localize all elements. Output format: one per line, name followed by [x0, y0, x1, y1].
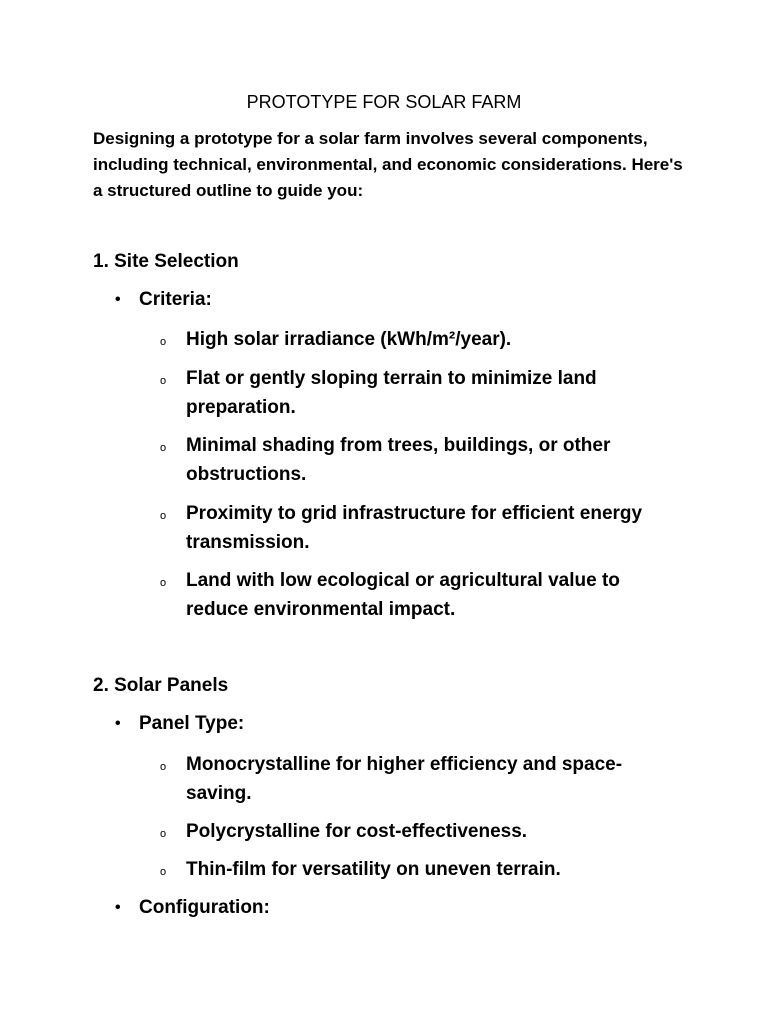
- document-title: PROTOTYPE FOR SOLAR FARM: [246, 92, 522, 112]
- bullet-label: Criteria:: [139, 289, 212, 310]
- sub-bullet-item: [160, 750, 680, 808]
- intro-paragraph: Designing a prototype for a solar farm involves several components, including technical, environmental, and economic considerations. Here's a structured outline to guide you:: [93, 129, 683, 200]
- bullet-icon: •: [115, 291, 121, 308]
- bullet-icon: •: [115, 899, 121, 916]
- circle-bullet-icon: o: [160, 761, 167, 773]
- sub-bullet-item: [160, 566, 680, 624]
- section-heading-solar-panels: 2. Solar Panels: [93, 675, 229, 696]
- section-heading-site-selection: 1. Site Selection: [93, 251, 239, 272]
- sub-bullet-text: Flat or gently sloping terrain to minimize land preparation.: [186, 368, 597, 418]
- sub-bullet-text: Minimal shading from trees, buildings, or other obstructions.: [186, 435, 611, 485]
- sub-bullet-item: [160, 431, 680, 489]
- sub-bullet-text: Land with low ecological or agricultural value to reduce environmental impact.: [186, 570, 620, 620]
- sub-bullet-text: High solar irradiance (kWh/m²/year).: [186, 329, 512, 350]
- bullet-label: Configuration:: [139, 897, 270, 918]
- sub-bullet-text: Monocrystalline for higher efficiency and space-saving.: [186, 754, 623, 804]
- circle-bullet-icon: o: [160, 442, 167, 454]
- bullet-label: Panel Type:: [139, 713, 245, 734]
- circle-bullet-icon: o: [160, 375, 167, 387]
- sub-bullet-item: [160, 817, 680, 846]
- sub-bullet-text: Proximity to grid infrastructure for efficient energy transmission.: [186, 503, 643, 553]
- circle-bullet-icon: o: [160, 510, 167, 522]
- circle-bullet-icon: o: [160, 866, 167, 878]
- circle-bullet-icon: o: [160, 828, 167, 840]
- circle-bullet-icon: o: [160, 577, 167, 589]
- bullet-icon: •: [115, 715, 121, 732]
- sub-bullet-item: [160, 325, 680, 354]
- sub-bullet-item: [160, 499, 680, 557]
- sub-bullet-text: Polycrystalline for cost-effectiveness.: [186, 821, 528, 842]
- sub-bullet-text: Thin-film for versatility on uneven terrain.: [186, 859, 561, 880]
- circle-bullet-icon: o: [160, 336, 167, 348]
- sub-bullet-item: [160, 364, 680, 422]
- sub-bullet-item: [160, 855, 680, 884]
